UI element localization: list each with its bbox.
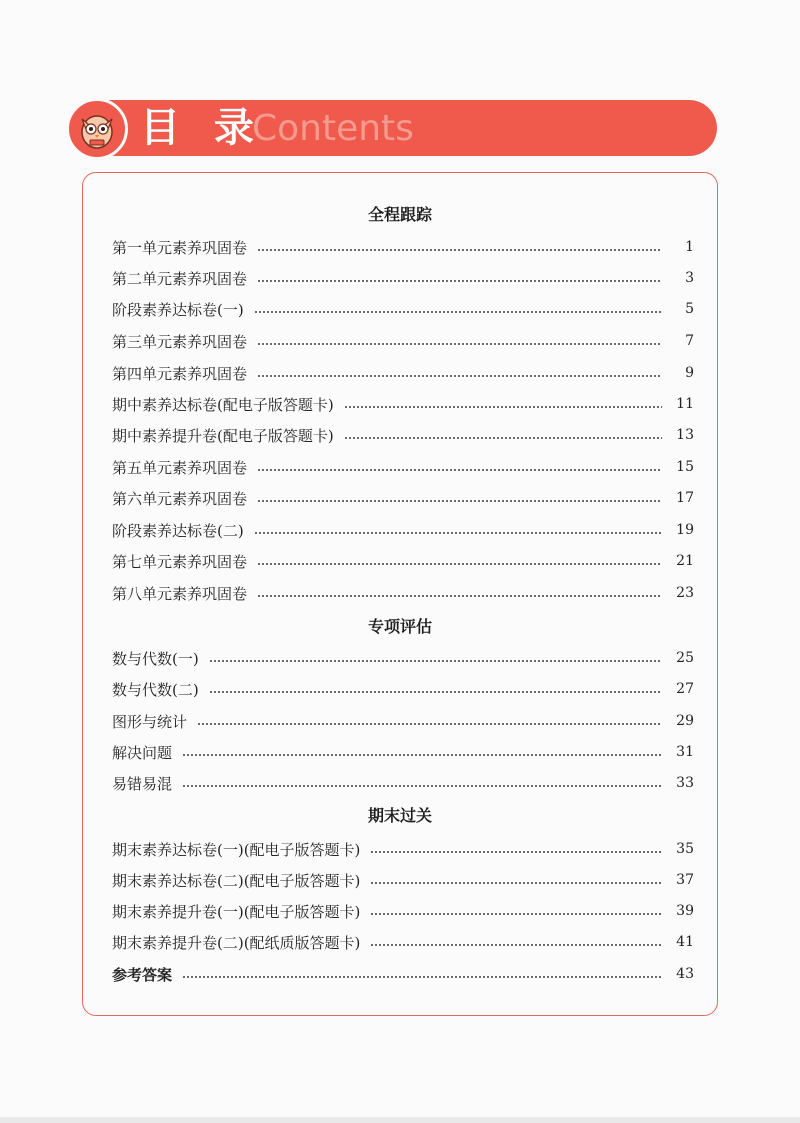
toc-item-label: 阶段素养达标卷(一): [112, 300, 244, 319]
toc-item[interactable]: [112, 772, 694, 794]
toc-item-label: 期中素养达标卷(配电子版答题卡): [112, 395, 334, 414]
toc-item-label: 第二单元素养巩固卷: [112, 269, 248, 288]
dot-leader: [344, 437, 662, 439]
toc-item-page: 39: [676, 903, 694, 919]
dot-leader: [257, 280, 662, 282]
toc-item-label: 第四单元素养巩固卷: [112, 364, 248, 383]
toc-item-page: 7: [685, 333, 694, 349]
toc-item-label: 数与代数(二): [112, 680, 199, 699]
dot-leader: [182, 976, 662, 978]
toc-item-page: 19: [676, 522, 694, 538]
toc-item[interactable]: [112, 456, 694, 478]
dot-leader: [257, 500, 662, 502]
toc-item[interactable]: [112, 582, 694, 604]
toc-item-label: 解决问题: [112, 743, 173, 762]
toc-item-page: 1: [685, 239, 694, 255]
toc-item-answers[interactable]: [112, 963, 694, 985]
dot-leader: [209, 660, 662, 662]
dot-leader: [254, 532, 662, 534]
page-bottom-edge: [0, 1117, 800, 1123]
toc-item-page: 37: [676, 872, 694, 888]
toc-item[interactable]: [112, 678, 694, 700]
dot-leader: [370, 944, 662, 946]
dot-leader: [370, 882, 662, 884]
dot-leader: [257, 343, 662, 345]
toc-item[interactable]: [112, 298, 694, 320]
toc-item-page: 17: [676, 490, 694, 506]
toc-item-page: 29: [676, 713, 694, 729]
dot-leader: [370, 913, 662, 915]
toc-item-label: 期末素养达标卷(一)(配电子版答题卡): [112, 840, 361, 859]
toc-item-page: 15: [676, 459, 694, 475]
toc-item-label: 第五单元素养巩固卷: [112, 458, 248, 477]
toc-item-label: 第七单元素养巩固卷: [112, 552, 248, 571]
toc-item[interactable]: [112, 393, 694, 415]
owl-mascot-icon: [66, 98, 128, 160]
toc-item[interactable]: [112, 647, 694, 669]
dot-leader: [197, 723, 662, 725]
toc-item[interactable]: [112, 330, 694, 352]
toc-item[interactable]: [112, 900, 694, 922]
dot-leader: [257, 375, 662, 377]
page-subtitle: Contents: [252, 108, 414, 149]
toc-item-page: 9: [685, 365, 694, 381]
toc-item-label: 期中素养提升卷(配电子版答题卡): [112, 426, 334, 445]
toc-item-label: 期末素养提升卷(一)(配电子版答题卡): [112, 902, 361, 921]
toc-item-label: 期末素养达标卷(二)(配电子版答题卡): [112, 871, 361, 890]
toc-item-label: 图形与统计: [112, 712, 188, 731]
toc-item-label: 第八单元素养巩固卷: [112, 584, 248, 603]
toc-item[interactable]: [112, 267, 694, 289]
dot-leader: [182, 785, 662, 787]
dot-leader: [254, 311, 662, 313]
toc-item-label: 期末素养提升卷(二)(配纸质版答题卡): [112, 933, 361, 952]
toc-item-page: 25: [676, 650, 694, 666]
toc-item[interactable]: [112, 424, 694, 446]
toc-item[interactable]: [112, 362, 694, 384]
toc-item-page: 31: [676, 744, 694, 760]
toc-item-page: 43: [676, 966, 694, 982]
toc-item-page: 23: [676, 585, 694, 601]
dot-leader: [370, 851, 662, 853]
toc-item[interactable]: [112, 838, 694, 860]
section-title-final: 期末过关: [367, 806, 432, 825]
dot-leader: [257, 563, 662, 565]
page-title: 目 录: [140, 105, 264, 151]
section-title-special: 专项评估: [367, 617, 432, 636]
toc-item-page: 13: [676, 427, 694, 443]
toc-item-page: 5: [685, 301, 694, 317]
dot-leader: [182, 754, 662, 756]
toc-item-label: 易错易混: [112, 774, 173, 793]
toc-item-label: 第一单元素养巩固卷: [112, 238, 248, 257]
toc-item-label: 阶段素养达标卷(二): [112, 521, 244, 540]
toc-item-label: 第三单元素养巩固卷: [112, 332, 248, 351]
dot-leader: [257, 469, 662, 471]
toc-item-page: 27: [676, 681, 694, 697]
toc-item-page: 35: [676, 841, 694, 857]
dot-leader: [257, 595, 662, 597]
dot-leader: [344, 406, 662, 408]
toc-item[interactable]: [112, 487, 694, 509]
dot-leader: [257, 249, 662, 251]
toc-item[interactable]: [112, 710, 694, 732]
toc-item[interactable]: [112, 550, 694, 572]
toc-item[interactable]: [112, 236, 694, 258]
toc-item[interactable]: [112, 519, 694, 541]
toc-item-page: 3: [685, 270, 694, 286]
toc-item-label: 第六单元素养巩固卷: [112, 489, 248, 508]
toc-item-page: 21: [676, 553, 694, 569]
toc-item[interactable]: [112, 741, 694, 763]
section-title-tracking: 全程跟踪: [367, 205, 432, 224]
toc-item-page: 33: [676, 775, 694, 791]
toc-item[interactable]: [112, 869, 694, 891]
toc-item-label: 数与代数(一): [112, 649, 199, 668]
toc-item-page: 11: [676, 396, 694, 412]
toc-item-label: 参考答案: [112, 965, 173, 984]
toc-item[interactable]: [112, 931, 694, 953]
dot-leader: [209, 691, 662, 693]
toc-item-page: 41: [676, 934, 694, 950]
